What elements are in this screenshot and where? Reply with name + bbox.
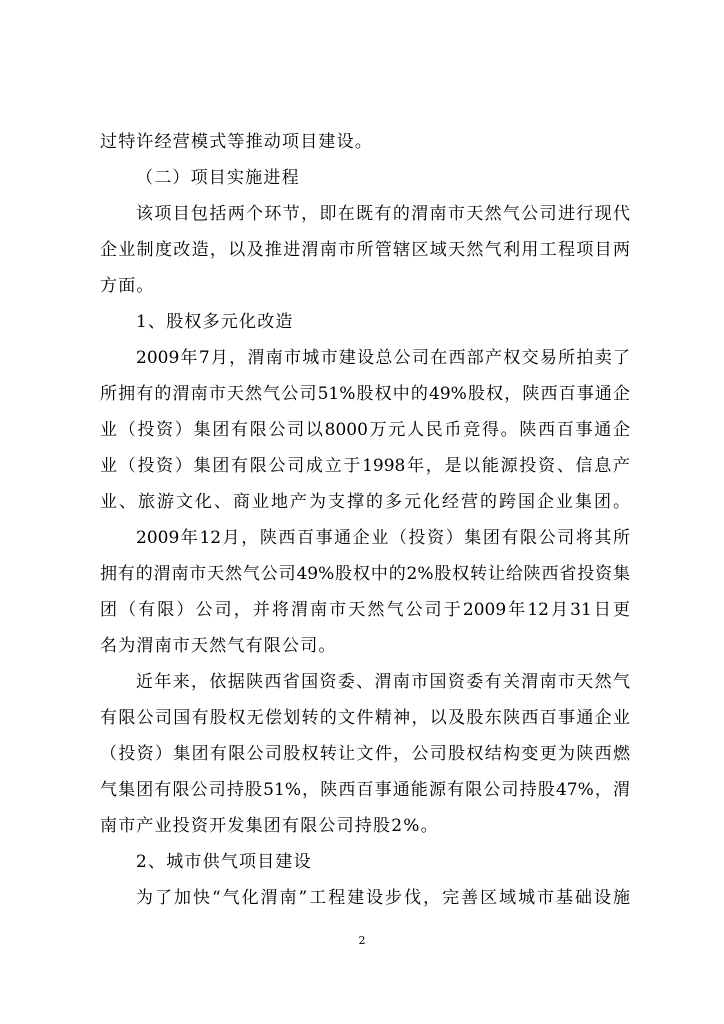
text-line: 所拥有的渭南市天然气公司51%股权中的49%股权，陕西百事通企 [100,384,630,404]
subsection-heading: 2、城市供气项目建设 [136,852,312,872]
text-line: 过特许经营模式等推动项目建设。 [100,132,373,152]
text-line: 为了加快“气化渭南”工程建设步伐，完善区域城市基础设施 [136,888,630,908]
text-line: 有限公司国有股权无偿划转的文件精神，以及股东陕西百事通企业 [100,708,630,728]
text-line: 南市产业投资开发集团有限公司持股2%。 [100,816,439,836]
text-line: 2009年7月，渭南市城市建设总公司在西部产权交易所拍卖了 [136,348,630,368]
subsection-heading: 1、股权多元化改造 [136,312,294,332]
text-line: 业（投资）集团有限公司成立于1998年，是以能源投资、信息产 [100,456,630,476]
text-line: 业、旅游文化、商业地产为支撑的多元化经营的跨国企业集团。 [100,492,630,512]
text-line: 气集团有限公司持股51%，陕西百事通能源有限公司持股47%，渭 [100,780,630,800]
page-number: 2 [358,934,366,947]
body-text [100,124,630,916]
text-line: 2009年12月，陕西百事通企业（投资）集团有限公司将其所 [136,528,630,548]
text-line: 业（投资）集团有限公司以8000万元人民币竞得。陕西百事通企 [100,420,630,440]
text-line: 企业制度改造，以及推进渭南市所管辖区域天然气利用工程项目两 [100,240,630,260]
text-line: 名为渭南市天然气有限公司。 [100,636,337,656]
text-line: 近年来，依据陕西省国资委、渭南市国资委有关渭南市天然气 [136,672,630,692]
text-line: 方面。 [100,276,155,296]
text-line: 该项目包括两个环节，即在既有的渭南市天然气公司进行现代 [136,204,630,224]
text-line: 团（有限）公司，并将渭南市天然气公司于2009年12月31日更 [100,600,630,620]
text-line: （投资）集团有限公司股权转让文件，公司股权结构变更为陕西燃 [100,744,630,764]
text-line: 拥有的渭南市天然气公司49%股权中的2%股权转让给陕西省投资集 [100,564,630,584]
section-heading: （二）项目实施进程 [136,168,300,188]
